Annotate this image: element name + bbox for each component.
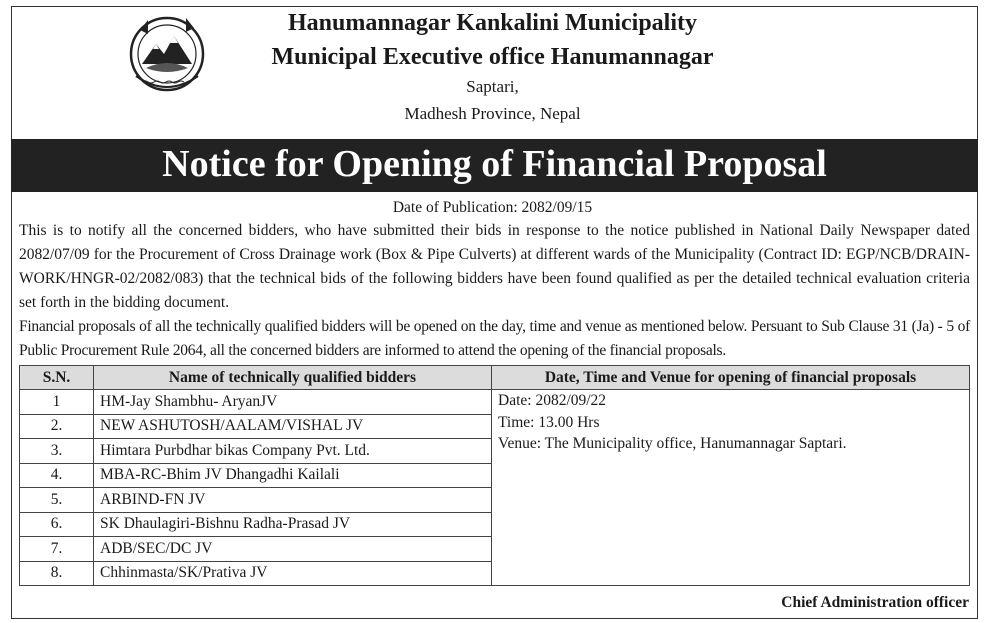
district-name: Saptari, xyxy=(466,77,519,96)
bidder-name: Himtara Purbdhar bikas Company Pvt. Ltd. xyxy=(94,439,492,464)
notice-paragraph-2: Financial proposals of all the technically qualified bidders will be opened on the day, time and venue as mentioned below. Persuant to Sub Clause 31 (Ja) - 5 of Public Procurement Rule 2064, all the concerned bidders are informed to attend the opening of the financial proposals. xyxy=(19,318,970,359)
bidders-table xyxy=(19,365,970,586)
bidder-name: ARBIND-FN JV xyxy=(94,488,492,513)
row-sn: 8. xyxy=(20,561,94,586)
column-header-sn: S.N. xyxy=(20,366,94,390)
bidder-name: NEW ASHUTOSH/AALAM/VISHAL JV xyxy=(94,414,492,439)
table-row xyxy=(20,390,970,415)
bidder-name: MBA-RC-Bhim JV Dhangadhi Kailali xyxy=(94,463,492,488)
opening-venue: Venue: The Municipality office, Hanumannagar Saptari. xyxy=(498,435,847,452)
row-sn: 6. xyxy=(20,512,94,537)
office-name: Municipal Executive office Hanumannagar xyxy=(271,44,714,70)
column-header-schedule: Date, Time and Venue for opening of financial proposals xyxy=(492,366,970,390)
province-name: Madhesh Province, Nepal xyxy=(404,104,581,123)
municipality-name: Hanumannagar Kankalini Municipality xyxy=(288,10,697,36)
signatory-title: Chief Administration officer xyxy=(781,594,969,611)
row-sn: 5. xyxy=(20,488,94,513)
opening-date: Date: 2082/09/22 xyxy=(498,392,607,409)
table-header-row xyxy=(20,366,970,390)
notice-paragraph-1: This is to notify all the concerned bidders, who have submitted their bids in response to the notice published in National Daily Newspaper dated 2082/07/09 for the Procurement of Cross Drainage work (Box & Pipe Culverts) at different wards of the Municipality (Contract ID: EGP/NCB/DRAIN-WORK/HNGR-02/2082/083) that the technical bids of the following bidders have been found qualified as per the detailed technical evaluation criteria set forth in the bidding document. xyxy=(19,222,970,311)
row-sn: 3. xyxy=(20,439,94,464)
bidder-name: SK Dhaulagiri-Bishnu Radha-Prasad JV xyxy=(94,512,492,537)
row-sn: 2. xyxy=(20,414,94,439)
schedule-cell xyxy=(492,390,970,586)
row-sn: 1 xyxy=(20,390,94,415)
publication-date: Date of Publication: 2082/09/15 xyxy=(392,199,593,216)
opening-time: Time: 13.00 Hrs xyxy=(498,413,600,431)
bidder-name: HM-Jay Shambhu- AryanJV xyxy=(94,390,492,415)
bidder-name: Chhinmasta/SK/Prativa JV xyxy=(94,561,492,586)
notice-title-banner: Notice for Opening of Financial Proposal xyxy=(11,139,978,192)
row-sn: 4. xyxy=(20,463,94,488)
column-header-bidder: Name of technically qualified bidders xyxy=(94,366,492,390)
bidder-name: ADB/SEC/DC JV xyxy=(94,537,492,562)
row-sn: 7. xyxy=(20,537,94,562)
